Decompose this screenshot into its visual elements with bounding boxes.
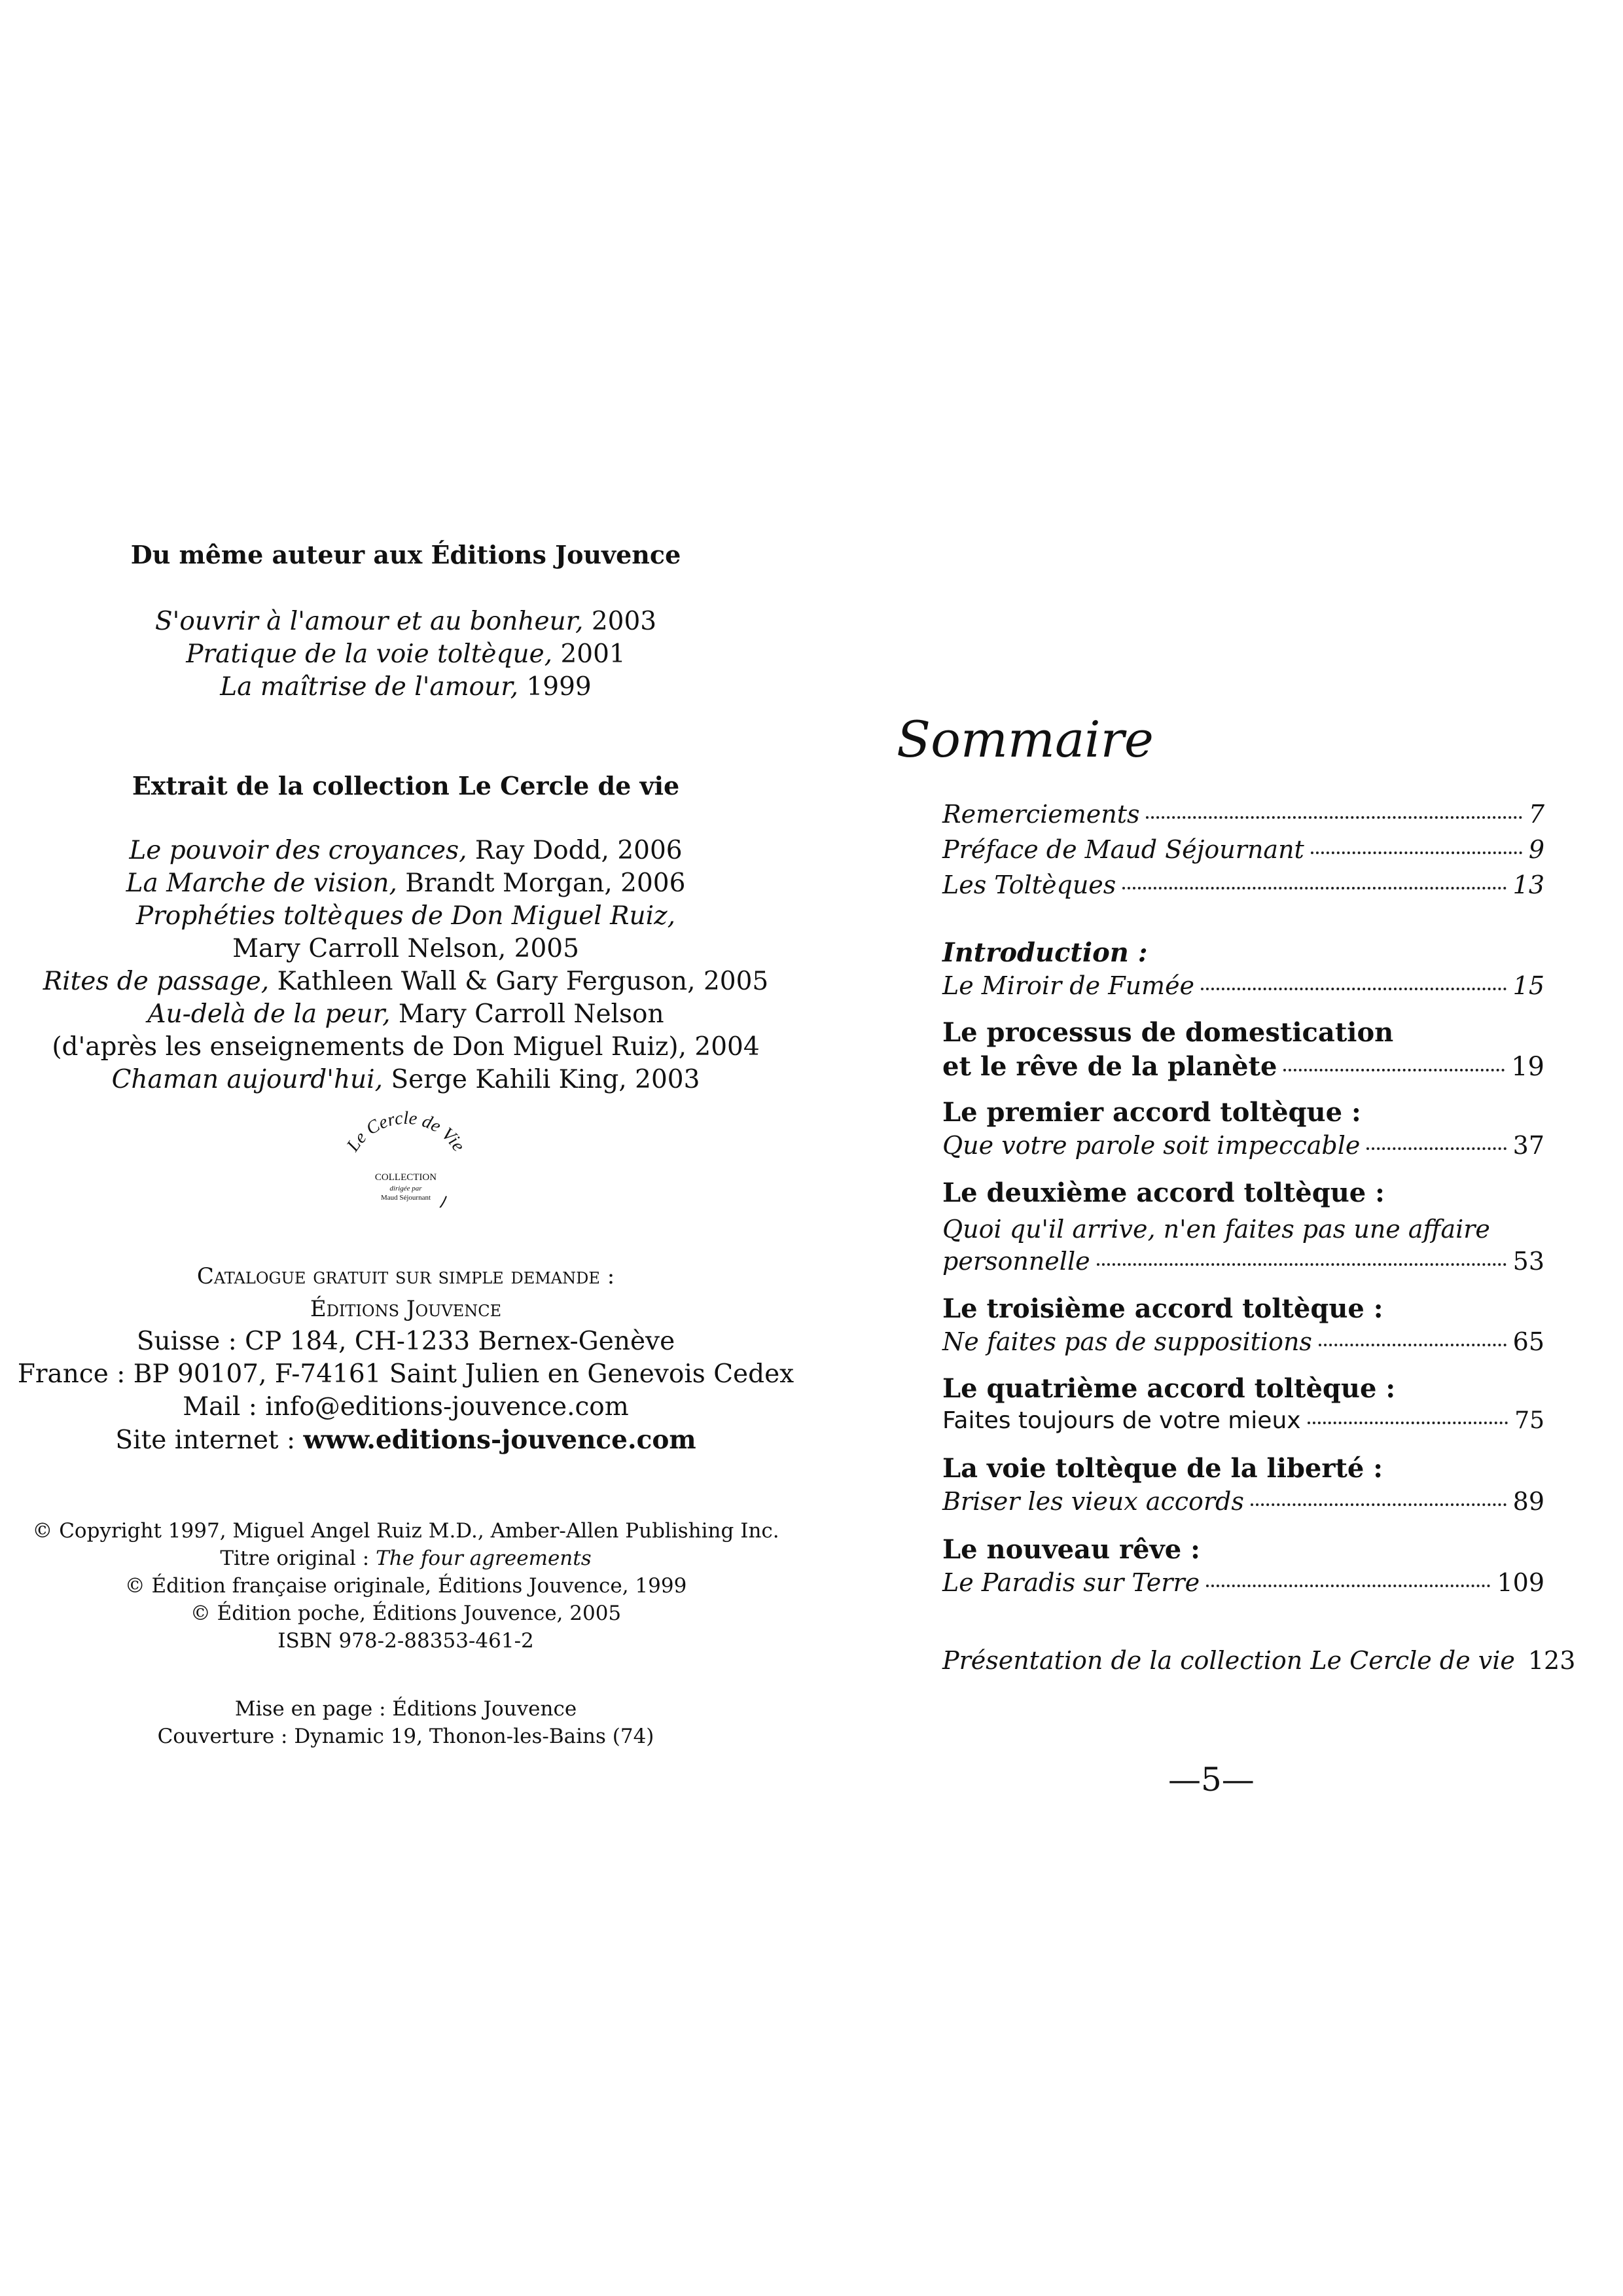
toc-chapter — [942, 1094, 1544, 1166]
toc-entry-line: Quoi qu'il arrive, n'en faites pas une affaire — [942, 1215, 1490, 1244]
toc-chapter — [942, 1014, 1544, 1086]
collection-line: (d'après les enseignements de Don Miguel Ruiz), 2004 — [52, 1032, 760, 1062]
collection-line: Rites de passage, Kathleen Wall & Gary Ferguson, 2005 — [43, 967, 769, 996]
page-number: —5— — [1168, 1761, 1255, 1799]
collection-line: Au-delà de la peur, Mary Carroll Nelson — [147, 999, 664, 1029]
copyright-block — [0, 1517, 812, 1655]
leader-dots — [1206, 1585, 1490, 1587]
toc-entry[interactable]: Ne faites pas de suppositions 65 — [942, 1327, 1544, 1356]
leader-dots — [1097, 1263, 1507, 1266]
logo-line1: COLLECTION — [374, 1172, 437, 1183]
collection-line: La Marche de vision, Brandt Morgan, 2006 — [126, 869, 686, 898]
toc-front-entries — [942, 800, 1544, 906]
toc-entry[interactable]: Faites toujours de votre mieux 75 — [942, 1407, 1544, 1434]
same-author-list — [0, 605, 812, 704]
collection-heading: Extrait de la collection Le Cercle de vie — [132, 771, 680, 800]
email-line: Mail : info@editions-jouvence.com — [183, 1392, 629, 1422]
collection-line: Mary Carroll Nelson, 2005 — [232, 934, 579, 963]
toc-chapter — [942, 1450, 1544, 1522]
original-title-line: Titre original : The four agreements — [220, 1547, 592, 1570]
logo-line3: Maud Séjournant — [380, 1194, 431, 1202]
leader-dots — [1308, 1422, 1508, 1424]
toc-entry[interactable]: Présentation de la collection Le Cercle de vie 123 — [942, 1646, 1576, 1675]
copyright-line: © Copyright 1997, Miguel Angel Ruiz M.D., Amber-Allen Publishing Inc. — [32, 1519, 779, 1543]
collection-list — [0, 834, 812, 1096]
toc-chapter — [942, 1175, 1544, 1282]
leader-dots — [1283, 1069, 1505, 1071]
copyright-line: © Édition poche, Éditions Jouvence, 2005 — [190, 1602, 622, 1625]
toc-entry[interactable]: et le rêve de la planète 19 — [942, 1051, 1544, 1082]
toc-chapter-heading: Le premier accord toltèque : — [942, 1097, 1361, 1128]
toc-entry[interactable]: Briser les vieux accords 89 — [942, 1487, 1544, 1516]
same-author-heading: Du même auteur aux Éditions Jouvence — [130, 540, 681, 569]
toc-entry[interactable]: Que votre parole soit impeccable 37 — [942, 1131, 1544, 1160]
toc-end-entry — [942, 1646, 1576, 1681]
toc-chapter-heading: Le troisième accord toltèque : — [942, 1293, 1383, 1324]
publisher-name: Éditions Jouvence — [310, 1296, 502, 1322]
credits-block — [0, 1695, 812, 1750]
cover-credit: Couverture : Dynamic 19, Thonon-les-Bains (74) — [157, 1725, 654, 1748]
toc-chapter-heading: La voie toltèque de la liberté : — [942, 1453, 1383, 1484]
toc-entry[interactable]: Remerciements 7 — [942, 800, 1544, 829]
toc-chapter-heading: Le quatrième accord toltèque : — [942, 1373, 1396, 1404]
toc-entry[interactable]: Les Toltèques 13 — [942, 870, 1544, 899]
book-line: Pratique de la voie toltèque, 2001 — [186, 639, 626, 669]
book-line: S'ouvrir à l'amour et au bonheur, 2003 — [154, 607, 657, 636]
toc-entry[interactable]: Le Miroir de Fumée 15 — [942, 971, 1544, 1000]
collection-line: Prophéties toltèques de Don Miguel Ruiz, — [135, 901, 676, 931]
toc-chapter — [942, 1532, 1544, 1604]
copyright-line: © Édition française originale, Éditions Jouvence, 1999 — [124, 1574, 687, 1598]
toc-chapter-heading: Le deuxième accord toltèque : — [942, 1177, 1385, 1208]
toc-chapter-heading: Le processus de domestication — [942, 1017, 1394, 1048]
leader-dots — [1311, 852, 1522, 854]
toc-entry[interactable]: Le Paradis sur Terre 109 — [942, 1568, 1544, 1597]
toc-introduction — [942, 935, 1544, 1007]
layout-credit: Mise en page : Éditions Jouvence — [234, 1697, 577, 1721]
logo-arc-text: Le Cercle de Vie — [342, 1107, 469, 1155]
toc-entry[interactable]: personnelle 53 — [942, 1247, 1544, 1276]
leader-dots — [1366, 1147, 1506, 1150]
toc-chapter — [942, 1291, 1544, 1363]
leader-dots — [1319, 1344, 1507, 1346]
collection-line: Le pouvoir des croyances, Ray Dodd, 2006 — [129, 836, 683, 865]
leader-dots — [1122, 887, 1506, 889]
catalogue-heading: Catalogue gratuit sur simple demande : — [196, 1263, 615, 1289]
isbn-line: ISBN 978-2-88353-461-2 — [277, 1629, 534, 1653]
leader-dots — [1201, 988, 1507, 990]
toc-entry[interactable]: Préface de Maud Séjournant 9 — [942, 835, 1544, 864]
catalogue-block — [0, 1260, 812, 1457]
address-line: Suisse : CP 184, CH-1233 Bernex-Genève — [136, 1327, 675, 1356]
site-line: Site internet : www.editions-jouvence.com — [115, 1425, 696, 1455]
leader-dots — [1251, 1503, 1507, 1506]
toc-section-heading: Introduction : — [942, 937, 1148, 968]
toc-title: Sommaire — [897, 710, 1154, 768]
toc-chapter — [942, 1371, 1544, 1443]
site-link[interactable]: www.editions-jouvence.com — [303, 1425, 696, 1455]
leader-dots — [1146, 816, 1522, 819]
book-line: La maîtrise de l'amour, 1999 — [220, 672, 592, 702]
address-line: France : BP 90107, F-74161 Saint Julien en Genevois Cedex — [17, 1359, 794, 1389]
collection-logo — [334, 1103, 478, 1208]
logo-line2: dirigée par — [389, 1185, 422, 1193]
collection-line: Chaman aujourd'hui, Serge Kahili King, 2003 — [111, 1065, 700, 1094]
toc-chapter-heading: Le nouveau rêve : — [942, 1534, 1200, 1565]
